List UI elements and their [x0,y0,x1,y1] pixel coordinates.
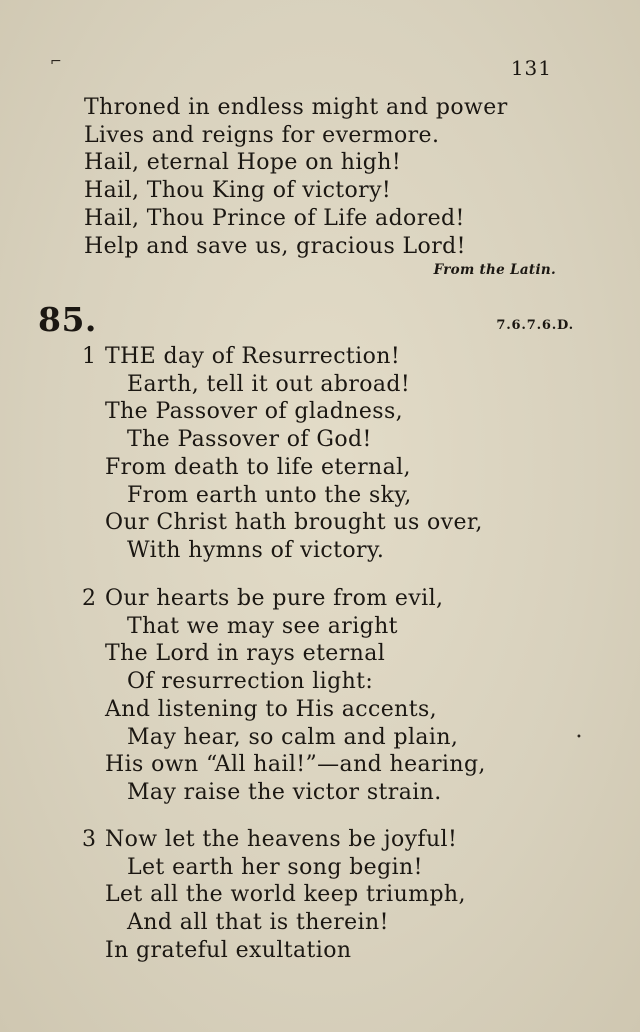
verse-line: THE day of Resurrection! [105,344,401,369]
ink-speck-mark: ⌐ [50,54,62,70]
hymn-number: 85. [38,300,97,339]
previous-hymn-closing-stanza [84,94,564,260]
verse-line: The Passover of God! [127,427,372,453]
verse-line: Now let the heavens be joyful! [105,827,458,852]
ink-speck-mark: • [576,732,582,743]
verse-line: Our Christ hath brought us over, [105,510,483,536]
verse-line: Earth, tell it out abroad! [127,371,411,397]
verse-line: His own “All hail!”—and hearing, [105,752,486,778]
verse-number: 1 [82,344,97,369]
verse-line: In grateful exultation [105,937,352,963]
verse-line: May hear, so calm and plain, [127,724,459,750]
verse-line: From earth unto the sky, [127,482,412,508]
stanza-line: Hail, eternal Hope on high! [84,150,402,176]
verse-line: The Passover of gladness, [105,399,404,425]
verse-line: Of resurrection light: [127,669,374,695]
verse-3 [82,826,582,965]
verse-1 [82,343,582,565]
attribution: From the Latin. [433,262,556,278]
verse-line: With hymns of victory. [127,537,385,563]
verse-line: From death to life eternal, [105,454,411,480]
verse-number: 2 [82,586,97,611]
stanza-line: Lives and reigns for evermore. [84,122,440,148]
verse-line: That we may see aright [127,613,398,639]
verse-line: May raise the victor strain. [127,779,442,805]
verse-line: And all that is therein! [127,910,389,936]
stanza-line: Hail, Thou Prince of Life adored! [84,205,465,231]
verse-number: 3 [82,827,97,852]
hymn-meter: 7.6.7.6.D. [496,318,574,333]
page-number: 131 [510,56,552,80]
verse-line: Our hearts be pure from evil, [105,586,444,611]
verse-line: Let all the world keep triumph, [105,882,466,908]
verse-2 [82,585,582,807]
stanza-line: Help and save us, gracious Lord! [84,233,466,259]
stanza-line: Hail, Thou King of victory! [84,178,392,204]
stanza-line: Throned in endless might and power [84,95,508,120]
verse-line: And listening to His accents, [105,696,438,722]
verse-line: Let earth her song begin! [127,854,423,880]
verse-line: The Lord in rays eternal [105,641,386,667]
